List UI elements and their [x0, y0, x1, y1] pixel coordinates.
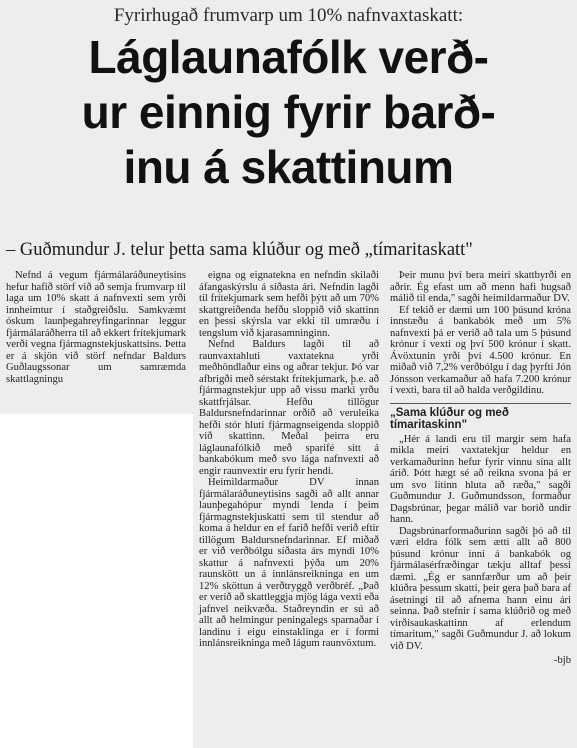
article-column-2 — [199, 270, 379, 650]
headline-line: inu á skattinum — [123, 141, 454, 193]
headline-line: ur einnig fyrir barð- — [81, 86, 496, 138]
body-paragraph: „Hér á landi eru til margir sem hafa mikla meiri vaxtatekjur heldur en verkamaðurinn hefur fyrir vinnu sína allt árið. Þótt hægt sé að reikna svona þá er um svo lítinn hluta að ræða," sagði Guðmundur J. Guðmundsson, formaður Dagsbrúnar, þegar málið var borið undir hann. — [390, 433, 571, 525]
body-paragraph: Dagsbrúnarformaðurinn sagði þó að til væri eldra fólk sem ætti allt að 800 þúsund krónur inni á bankabók og fjármálasérfræðingar tækju alltaf þessi dæmi. „Ég er sannfærður um að þeir klúðra þessum skatti, þeir gera það bara af ásetningi til að afnema hann einu ári seinna. Það stefnir í sama klúðrið og með virðisaukaskattinn af erlendum tímaritum," sagði Guðmundur J. að lokum við DV. — [390, 525, 571, 652]
body-paragraph: Nefnd á vegum fjármálaráðuneytisins hefur hafið störf við að semja frumvarp til laga um 10% skatt á nafnvexti sem yrði innheimtur í staðgreiðslu. Samkvæmt óskum launþegahreyfingarinnar leggur fjármálaráðherra til að ekkert frítekjumark verði vegna fjármagnstekjuskattsins. Þetta er á skjön við störf nefndar Baldurs Guðlaugssonar um samræmda skattlagningu — [6, 270, 186, 385]
body-paragraph: Þeir munu því bera meiri skattbyrði en aðrir. Ég efast um að menn hafi hugsað málið til enda," sagði heimildarmaður DV. — [390, 270, 571, 304]
body-paragraph: Heimildarmaður DV innan fjármálaráðuneytisins sagði að allt annar launþegahópur myndi lenda í þeim fjármagnstekjuskatti sem til stendur að koma á heldur en ef farið hefði verið eftir tillögum Baldursnefndarinnar. Ef miðað er við verðbólgu síðasta árs myndi 10% skattur á nafnvexti þýða um 20% raunskött un á innlánsreikninga en um 12% sköttun á verðtryggð verðbréf. „Það er verið að skattleggja mjög lága vexti eða jafnvel neikvæða. Staðreyndin er sú að allt að helmingur peningalegs sparnaðar í landinu í eigu einstaklinga er í formi innlánsreikninga með lágum raunvöxtum. — [199, 477, 379, 649]
body-paragraph: Ef tekið er dæmi um 100 þúsund króna innstæðu á bankabók með um 5% nafnvexti þá er verið að tala um 5 þúsund krónur í vexti og því 500 krónur í skatt. Ávöxtunin yrði því 4.500 krónur. En miðað við 7,2% verðbólgu í dag þyrfti Jón Jónsson verkamaður að hafa 7.200 krónur í vexti, bara til að halda verðgildinu. — [390, 304, 571, 396]
article-headline — [0, 30, 577, 195]
article-subhead: – Guðmundur J. telur þetta sama klúður og með „tímaritaskatt" — [6, 240, 473, 260]
author-signature: -bjb — [553, 655, 571, 666]
body-paragraph: eigna og eignatekna en nefndin skilaði áfangaskýrslu á síðasta ári. Nefndin lagði til frítekjumark sem hefði þýtt að um 70% skattgreiðenda hefðu sloppið við skattinn en þessi skýrsla var ekki til umræðu í tengslum við kjarasamninginn. — [199, 270, 379, 339]
article-column-1 — [6, 270, 186, 385]
headline-line: Láglaunafólk verð- — [88, 31, 489, 83]
article-column-3 — [390, 270, 571, 667]
body-paragraph: Nefnd Baldurs lagði til að raunvaxtahluti vaxtatekna yrði meðhöndlaður eins og aðrar tekjur. Þó var afbrigði með sérstakt frítekjumark, þ.e. að fjármagnstekjur upp að vissu marki yrðu skattfrjálsar. Hefðu tillögur Baldursnefndarinnar orðið að veruleika hefði stór hluti fjármagnseigenda sloppið við skattinn. Meðal þeirra eru láglaunafólkið með sparifé sitt á bankabókum með svo lága nafnvexti að engir raunvextir eru fyrir hendi. — [199, 339, 379, 477]
article-kicker: Fyrirhugað frumvarp um 10% nafnvaxtaskatt: — [113, 5, 464, 26]
crosshead: „Sama klúður og með tímaritaskinn" — [390, 403, 571, 431]
